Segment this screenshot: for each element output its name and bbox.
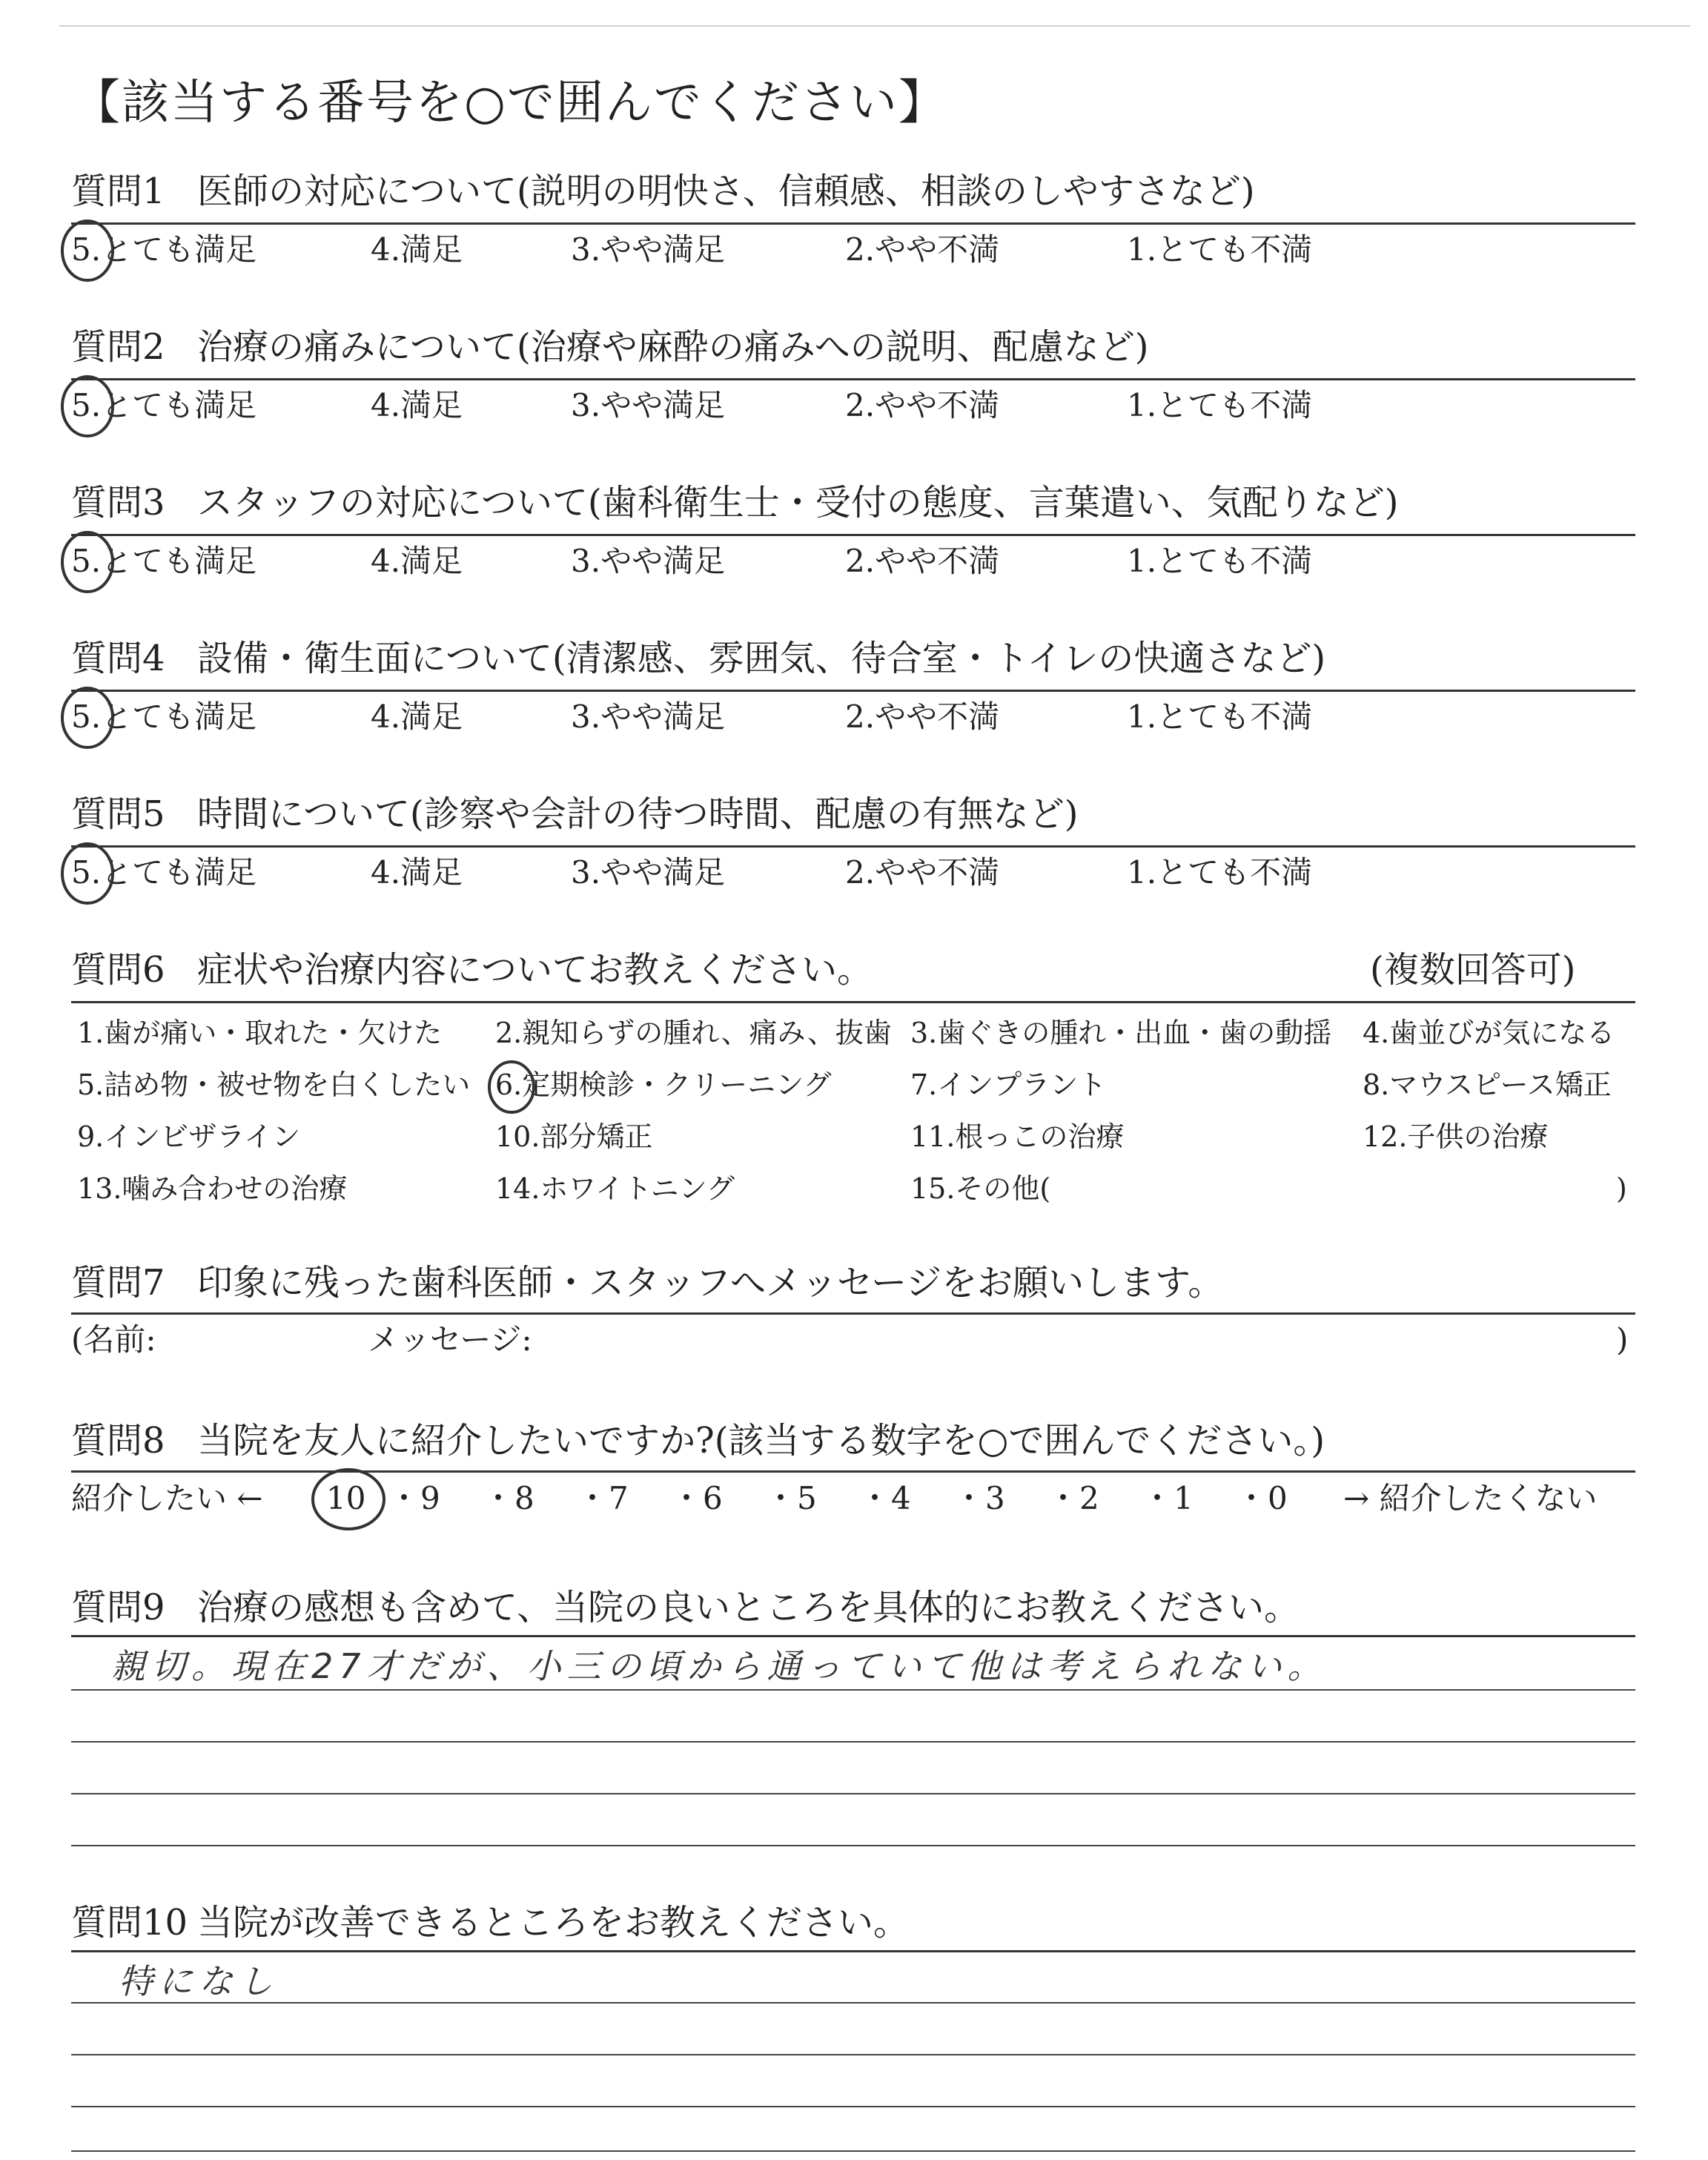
q4-option[interactable]: 1.とても不満 bbox=[1127, 698, 1313, 735]
q8-scale-separator: ・ bbox=[953, 1480, 985, 1516]
q4-option[interactable]: 5.とても満足 bbox=[71, 698, 257, 735]
q6-text: 症状や治療内容についてお教えください。 bbox=[197, 949, 873, 991]
q7-name-label[interactable]: (名前: bbox=[71, 1321, 156, 1358]
q8-text: 当院を友人に紹介したいですか?(該当する数字を○で囲んでください。) bbox=[197, 1420, 1325, 1462]
q5-option[interactable]: 5.とても満足 bbox=[71, 854, 257, 891]
q6-option[interactable]: 4.歯並びが気になる bbox=[1363, 1017, 1615, 1049]
q8-scale-number[interactable]: 5 bbox=[797, 1480, 817, 1516]
q7-label: 質問7 bbox=[71, 1262, 165, 1304]
q2-text: 治療の痛みについて(治療や麻酔の痛みへの説明、配慮など) bbox=[197, 326, 1149, 368]
q4-option[interactable]: 2.やや不満 bbox=[845, 698, 1000, 735]
q6-option[interactable]: 2.親知らずの腫れ、痛み、抜歯 bbox=[495, 1017, 892, 1049]
q8-scale-separator: ・ bbox=[577, 1480, 609, 1516]
q5-option[interactable]: 2.やや不満 bbox=[845, 854, 1000, 891]
q5-text: 時間について(診察や会計の待つ時間、配慮の有無など) bbox=[197, 793, 1079, 835]
q8-scale-number[interactable]: 4 bbox=[891, 1480, 911, 1516]
q2-option[interactable]: 5.とても満足 bbox=[71, 387, 257, 423]
q8-scale-separator: ・ bbox=[1236, 1480, 1268, 1516]
q8-scale-separator: ・ bbox=[859, 1480, 891, 1516]
q5-label: 質問5 bbox=[71, 793, 165, 835]
q6-option[interactable]: 15.その他( bbox=[910, 1172, 1051, 1205]
q3-option[interactable]: 2.やや不満 bbox=[845, 543, 1000, 579]
q6-option[interactable]: 1.歯が痛い・取れた・欠けた bbox=[77, 1017, 443, 1049]
q2-selection-circle bbox=[62, 377, 113, 436]
q6-option[interactable]: 13.噛み合わせの治療 bbox=[77, 1172, 348, 1205]
q1-option[interactable]: 3.やや満足 bbox=[571, 231, 726, 268]
q4-text: 設備・衛生面について(清潔感、雰囲気、待合室・トイレの快適さなど) bbox=[197, 638, 1326, 679]
q4-selection-circle bbox=[62, 688, 113, 747]
q8-scale-number[interactable]: 0 bbox=[1268, 1480, 1288, 1516]
q8-scale-number[interactable]: 10 bbox=[326, 1480, 366, 1516]
q6-option[interactable]: 9.インビザライン bbox=[77, 1120, 301, 1153]
q1-label: 質問1 bbox=[71, 171, 165, 212]
q7-close-paren: ) bbox=[1616, 1321, 1629, 1358]
q8-scale-number[interactable]: 3 bbox=[985, 1480, 1005, 1516]
q1-option[interactable]: 4.満足 bbox=[371, 231, 463, 268]
q2-option[interactable]: 4.満足 bbox=[371, 387, 463, 423]
q8-scale-number[interactable]: 9 bbox=[420, 1480, 440, 1516]
q6-selection-circle bbox=[489, 1062, 534, 1112]
q2-option[interactable]: 3.やや満足 bbox=[571, 387, 726, 423]
q6-option[interactable]: 11.根っこの治療 bbox=[910, 1120, 1125, 1153]
q8-left-label: 紹介したい ← bbox=[71, 1480, 263, 1516]
q8-right-label: → 紹介したくない bbox=[1343, 1480, 1598, 1516]
q1-text: 医師の対応について(説明の明快さ、信頼感、相談のしやすさなど) bbox=[197, 171, 1255, 212]
q3-selection-circle bbox=[62, 532, 113, 592]
q6-option[interactable]: 7.インプラント bbox=[910, 1069, 1107, 1101]
q2-option[interactable]: 1.とても不満 bbox=[1127, 387, 1313, 423]
q5-option[interactable]: 1.とても不満 bbox=[1127, 854, 1313, 891]
q9-label: 質問9 bbox=[71, 1587, 165, 1628]
q2-label: 質問2 bbox=[71, 326, 165, 368]
q3-text: スタッフの対応について(歯科衛生士・受付の態度、言葉遣い、気配りなど) bbox=[197, 482, 1399, 524]
q1-option[interactable]: 5.とても満足 bbox=[71, 231, 257, 268]
q4-label: 質問4 bbox=[71, 638, 165, 679]
q3-option[interactable]: 5.とても満足 bbox=[71, 543, 257, 579]
q4-option[interactable]: 4.満足 bbox=[371, 698, 463, 735]
q5-selection-circle bbox=[62, 844, 113, 903]
q10-answer[interactable]: 特になし bbox=[119, 1961, 279, 2001]
q9-answer[interactable]: 親切。現在27才だが、小三の頃から通っていて他は考えられない。 bbox=[111, 1646, 1328, 1686]
q8-scale-separator: ・ bbox=[671, 1480, 703, 1516]
q8-scale-number[interactable]: 6 bbox=[703, 1480, 723, 1516]
q6-label: 質問6 bbox=[71, 949, 165, 991]
q1-option[interactable]: 1.とても不満 bbox=[1127, 231, 1313, 268]
q7-message-label[interactable]: メッセージ: bbox=[368, 1321, 532, 1358]
q8-scale-number[interactable]: 8 bbox=[514, 1480, 534, 1516]
q10-text: 当院が改善できるところをお教えください。 bbox=[197, 1902, 910, 1943]
q6-option[interactable]: 8.マウスピース矯正 bbox=[1363, 1069, 1612, 1101]
page-title: 【該当する番号を○で囲んでください】 bbox=[73, 76, 947, 131]
q8-scale-separator: ・ bbox=[388, 1480, 420, 1516]
q8-scale-separator: ・ bbox=[483, 1480, 514, 1516]
q5-option[interactable]: 4.満足 bbox=[371, 854, 463, 891]
q6-option[interactable]: 3.歯ぐきの腫れ・出血・歯の動揺 bbox=[910, 1017, 1332, 1049]
q1-option[interactable]: 2.やや不満 bbox=[845, 231, 1000, 268]
q3-option[interactable]: 4.満足 bbox=[371, 543, 463, 579]
q4-option[interactable]: 3.やや満足 bbox=[571, 698, 726, 735]
q8-scale-number[interactable]: 2 bbox=[1079, 1480, 1099, 1516]
q3-option[interactable]: 3.やや満足 bbox=[571, 543, 726, 579]
q6-other-close: ) bbox=[1616, 1172, 1627, 1205]
q8-scale-number[interactable]: 7 bbox=[609, 1480, 629, 1516]
q5-option[interactable]: 3.やや満足 bbox=[571, 854, 726, 891]
q10-label: 質問10 bbox=[71, 1902, 188, 1943]
q6-note: (複数回答可) bbox=[1370, 949, 1576, 991]
q3-option[interactable]: 1.とても不満 bbox=[1127, 543, 1313, 579]
q2-option[interactable]: 2.やや不満 bbox=[845, 387, 1000, 423]
q8-scale-separator: ・ bbox=[765, 1480, 797, 1516]
q6-option[interactable]: 14.ホワイトニング bbox=[495, 1172, 735, 1205]
q8-selection-circle bbox=[313, 1470, 384, 1529]
q6-option[interactable]: 10.部分矯正 bbox=[495, 1120, 653, 1153]
q6-option[interactable]: 5.詰め物・被せ物を白くしたい bbox=[77, 1069, 471, 1101]
q1-selection-circle bbox=[62, 221, 113, 280]
q6-option[interactable]: 6.定期検診・クリーニング bbox=[495, 1069, 832, 1101]
q9-text: 治療の感想も含めて、当院の良いところを具体的にお教えください。 bbox=[197, 1587, 1300, 1628]
q8-label: 質問8 bbox=[71, 1420, 165, 1462]
q8-scale-separator: ・ bbox=[1047, 1480, 1079, 1516]
q8-scale-separator: ・ bbox=[1142, 1480, 1174, 1516]
q8-scale-number[interactable]: 1 bbox=[1174, 1480, 1194, 1516]
q6-option[interactable]: 12.子供の治療 bbox=[1363, 1120, 1549, 1153]
q3-label: 質問3 bbox=[71, 482, 165, 524]
q7-text: 印象に残った歯科医師・スタッフへメッセージをお願いします。 bbox=[197, 1262, 1224, 1304]
